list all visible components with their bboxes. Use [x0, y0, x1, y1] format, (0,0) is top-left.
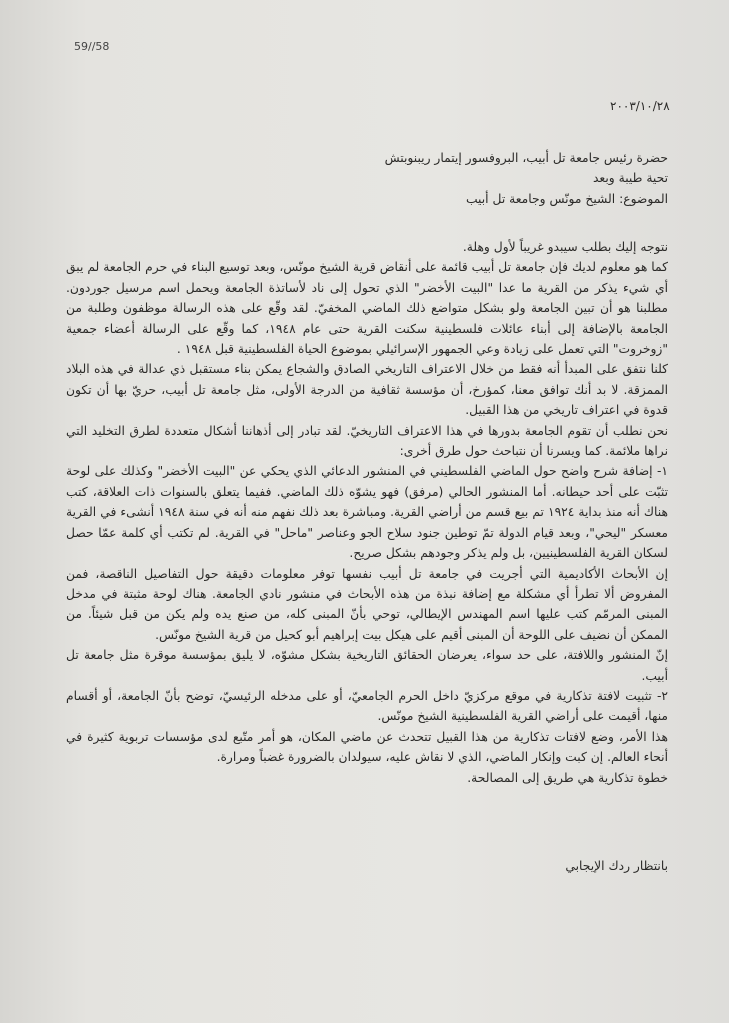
paragraph: كلنا نتفق على المبدأ أنه فقط من خلال الاعتراف التاريخي الصادق والشجاع يمكن بناء مستقبل ذي عدالة في هذه البلاد الممزقة. لا بد أنك توافق معنا، كمؤرخ، أن مؤسسة ثقافية من الدرجة الأولى، مثل جامعة تل أبيب، حريّ بها أن تكون قدوة في اعتراف تاريخي من هذا القبيل.: [66, 362, 668, 418]
paragraph: نحن نطلب أن تقوم الجامعة بدورها في هذا الاعتراف التاريخيّ. لقد تبادر إلى أذهاننا أشكال متعددة لطرق التخليد التي نراها ملائمة. كما ويسرنا أن نتباحث حول طرق أخرى:: [66, 423, 668, 459]
letter-body: [66, 237, 668, 788]
paragraph: هذا الأمر، وضع لافتات تذكارية من هذا القبيل تتحدث عن ماضي المكان، هو أمر متّبع لدى مؤسسات تربوية كثيرة في أنحاء العالم. إن كبت وإنكار الماضي، الذي لا نقاش عليه، سيولدان بالضرورة غضباً ومرارة.: [66, 729, 668, 765]
subject-line: الموضوع: الشيخ مونّس وجامعة تل أبيب: [465, 191, 668, 206]
addressee-line: حضرة رئيس جامعة تل أبيب، البروفسور إيتمار ريبنوبتش: [384, 151, 668, 165]
page-number: 59//58: [74, 40, 110, 53]
paragraph: إن الأبحاث الأكاديمية التي أجريت في جامعة تل أبيب نفسها توفر معلومات دقيقة حول التفاصيل الناقصة، فمن المفروض ألا تطرأ أي مشكلة مع إضافة نبذة من هذه الأبحاث في منشور نادي الجامعة. هناك لوحة مثبتة في مدخل المبنى المرمّم كتب عليها اسم المهندس الإيطالي، توحي بأنّ المبنى كله، من صنع يده ولم يكن من قبل شيئاً. من الممكن أن نضيف على اللوحة أن المبنى أقيم على هيكل بيت إبراهيم أبو كحيل من قرية الشيخ مونّس.: [66, 566, 668, 642]
paragraph: ١- إضافة شرح واضح حول الماضي الفلسطيني في المنشور الدعائي الذي يحكي عن "البيت الأخضر" وكذلك على لوحة تثبّت على أحد حيطانه. أما المنشور الحالي (مرفق) فهو يشوّه ذلك الماضي. ففيما يتعلق بالسنوات ذات العلاقة، كتب هناك أنه منذ بداية ١٩٢٤ تم بيع قسم من أراضي القرية. ومباشرة بعد ذلك نفهم منه أنه في سنة ١٩٤٨ أنشىء في القرية معسكر "ليحي"، وبعد قيام الدولة تمّ توطين جنود سلاح الجو وعناصر "ماحل" في القرية. لم تكتب أي كلمة عمّا حصل لسكان القرية الفلسطينيين، بل ولم يذكر وجودهم بشكل صريح.: [66, 464, 668, 561]
closing-line: بانتظار ردك الإيجابي: [565, 859, 668, 873]
letter-header: [66, 148, 668, 209]
letter-date: ٢٠٠٣/١٠/٢٨: [610, 99, 670, 113]
greeting-line: تحية طيبة وبعد: [592, 171, 668, 186]
paragraph: ٢- تثبيت لافتة تذكارية في موقع مركزيّ داخل الحرم الجامعيّ، أو على مدخله الرئيسيّ، توضح بأنّ الجامعة، أو أقسام منها، أقيمت على أراضي القرية الفلسطينية الشيخ مونّس.: [66, 688, 668, 724]
paragraph: إنّ المنشور واللافتة، على حد سواء، يعرضان الحقائق التاريخية بشكل مشوّه، لا يليق بمؤسسة موقرة مثل جامعة تل أبيب.: [66, 648, 668, 683]
paragraph: كما هو معلوم لديك فإن جامعة تل أبيب قائمة على أنقاض قرية الشيخ مونّس، وبعد توسيع البناء في حرم الجامعة لم يبق أي شيء يذكر من القرية ما عدا "البيت الأخضر" الذي تحول إلى ناد لأساتذة الجامعة ويحمل اسم مرسيل جوردون. مطلبنا هو أن تبين الجامعة ولو بشكل متواضع ذلك الماضي المخفيّ. لقد وقّع على هذه الرسالة موظفون وطلبة من الجامعة بالإضافة إلى أبناء عائلات فلسطينية سكنت القرية حتى عام ١٩٤٨، كما وقّع على الرسالة أعضاء جمعية "زوخروت" التي تعمل على زيادة وعي الجمهور الإسرائيلي بموضوع الحياة الفلسطينية قبل ١٩٤٨ .: [66, 260, 668, 357]
paragraph: خطوة تذكارية هي طريق إلى المصالحة.: [467, 770, 668, 785]
paragraph: نتوجه إليك بطلب سيبدو غريباً لأول وهلة.: [462, 240, 668, 254]
